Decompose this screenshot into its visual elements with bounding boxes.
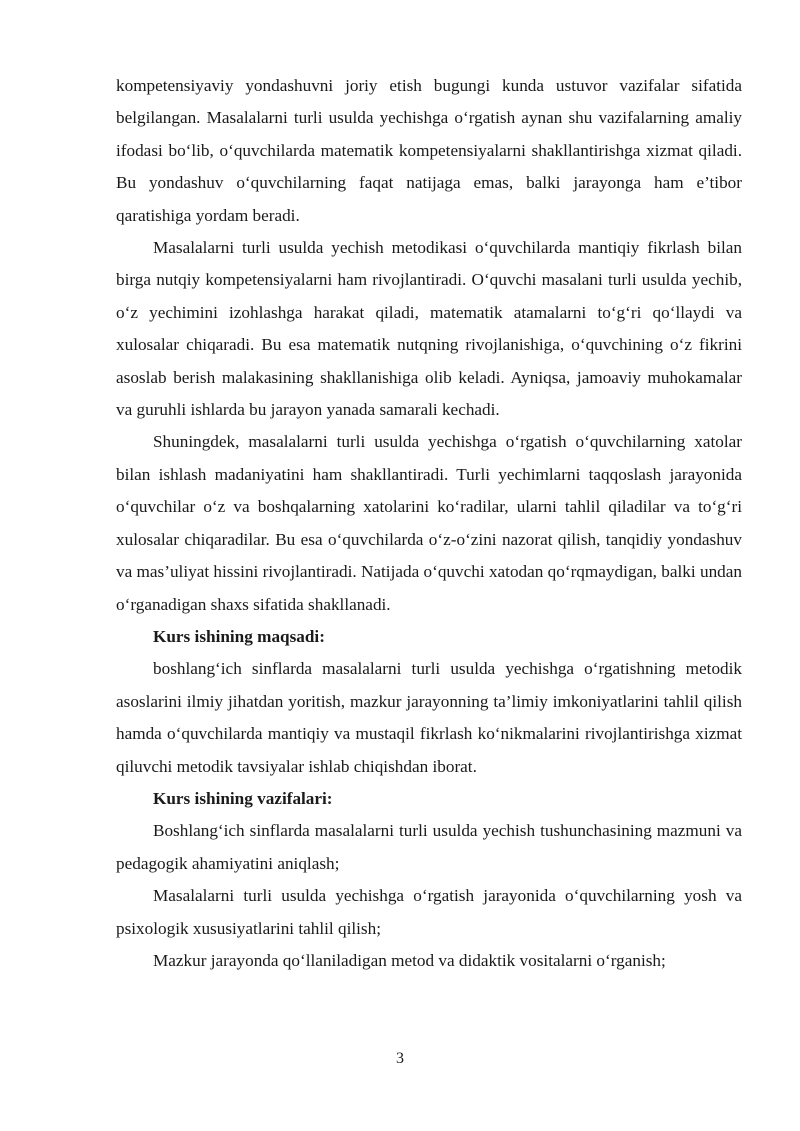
page-number: 3 [396,1050,404,1067]
task-item-2: Masalalarni turli usulda yechishga o‘rgatish jarayonida o‘quvchilarning yosh va psixologik xususiyatlarini tahlil qilish; [116,886,742,938]
task-item-1: Boshlang‘ich sinflarda masalalarni turli usulda yechish tushunchasining mazmuni va pedagogik ahamiyatini aniqlash; [116,821,742,873]
document-page [116,70,742,977]
paragraph-speech-competence: Masalalarni turli usulda yechish metodikasi o‘quvchilarda mantiqiy fikrlash bilan birga nutqiy kompetensiyalarni ham rivojlantiradi. O‘quvchi masalani turli usulda yechib, o‘z yechimini izohlashga harakat qiladi, matematik atamalarni to‘g‘ri qo‘llaydi va xulosalar chiqaradi. Bu esa matematik nutqning rivojlanishiga, o‘quvchining o‘z fikrini asoslab berish malakasining shakllanishiga olib keladi. Ayniqsa, jamoaviy muhokamalar va guruhli ishlarda bu jarayon yanada samarali kechadi. [116,238,742,420]
paragraph-intro-continuation: kompetensiyaviy yondashuvni joriy etish bugungi kunda ustuvor vazifalar sifatida belgilangan. Masalalarni turli usulda yechishga o‘rgatish aynan shu vazifalarning amaliy ifodasi bo‘lib, o‘quvchilarda matematik kompetensiyalarni shakllantirishga xizmat qiladi. Bu yondashuv o‘quvchilarning faqat natijaga emas, balki jarayonga ham e’tibor qaratishiga yordam beradi. [116,76,742,225]
task-item-3: Mazkur jarayonda qo‘llaniladigan metod va didaktik vositalarni o‘rganish; [153,950,666,970]
goal-heading: Kurs ishining maqsadi: [153,626,325,646]
paragraph-error-culture: Shuningdek, masalalarni turli usulda yechishga o‘rgatish o‘quvchilarning xatolar bilan ishlash madaniyatini ham shakllantiradi. Turli yechimlarni taqqoslash jarayonida o‘quvchilar o‘z va boshqalarning xatolarini ko‘radilar, ularni tahlil qiladilar va to‘g‘ri xulosalar chiqaradilar. Bu esa o‘quvchilarda o‘z-o‘zini nazorat qilish, tanqidiy yondashuv va mas’uliyat hissini rivojlantiradi. Natijada o‘quvchi xatodan qo‘rqmaydigan, balki undan o‘rganadigan shaxs sifatida shakllanadi. [116,432,742,614]
tasks-heading: Kurs ishining vazifalari: [153,788,333,808]
goal-text: boshlang‘ich sinflarda masalalarni turli usulda yechishga o‘rgatishning metodik asoslarini ilmiy jihatdan yoritish, mazkur jarayonning ta’limiy imkoniyatlarini tahlil qilish hamda o‘quvchilarda mantiqiy va mustaqil fikrlash ko‘nikmalarini rivojlantirishga xizmat qiluvchi metodik tavsiyalar ishlab chiqishdan iborat. [116,659,742,776]
